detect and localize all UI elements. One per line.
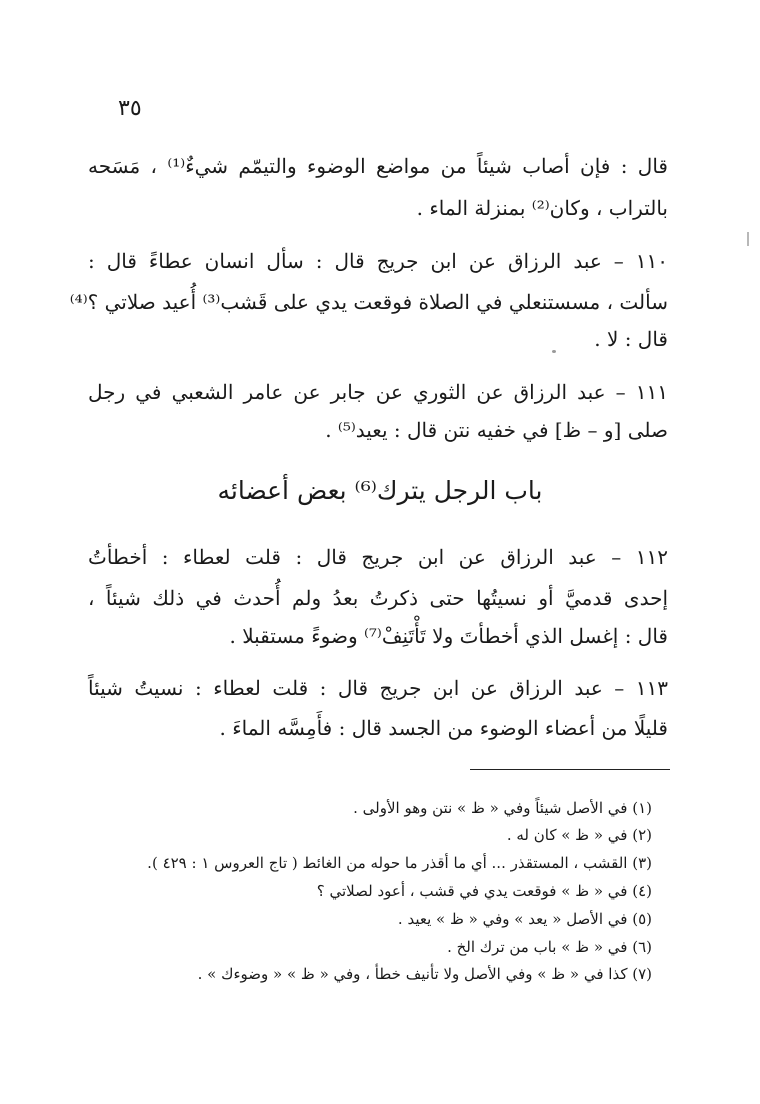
footnote-4: (٤) في « ظ » فوقعت يدي في قشب ، أعود لصلاتي ؟ — [316, 882, 652, 900]
footnote-7: (٧) كذا في « ظ » وفي الأصل ولا تأنيف خطأ ، وفي « ظ » « وضوءك » . — [197, 965, 652, 983]
hadith-111-line: ١١١ – عبد الرزاق عن الثوري عن جابر عن عامر الشعبي في رجل — [88, 380, 668, 404]
hadith-112-line: إحدى قدميَّ أو نسيتُها حتى ذكرتُ بعدُ ولم أُحدث في ذلك شيئاً ، — [88, 586, 668, 610]
footnote-1: (١) في الأصل شيئاً وفي « ظ » نتن وهو الأولى . — [353, 799, 652, 817]
hadith-110-line: ١١٠ – عبد الرزاق عن ابن جريج قال : سأل انسان عطاءً قال : — [88, 249, 668, 273]
hadith-110-line: سألت ، مسستنعلي في الصلاة فوقعت يدي على قَشب⁽³⁾ أُعيد صلاتي ؟⁽⁴⁾ — [69, 290, 668, 314]
footnote-6: (٦) في « ظ » باب من ترك الخ . — [447, 938, 652, 956]
text-line: قال : فإن أصاب شيئاً من مواضع الوضوء والتيمّم شيءٌ⁽¹⁾ ، مَسَحه — [88, 154, 668, 178]
chapter-heading: باب الرجل يترك⁽⁶⁾ بعض أعضائه — [217, 476, 543, 505]
scan-margin-mark — [747, 232, 749, 246]
footnote-5: (٥) في الأصل « يعد » وفي « ظ » يعيد . — [397, 910, 652, 928]
hadith-113-line: قليلًا من أعضاء الوضوء من الجسد قال : فأَمِسَّه الماءَ . — [219, 716, 668, 740]
footnote-2: (٢) في « ظ » كان له . — [506, 826, 652, 844]
hadith-113-line: ١١٣ – عبد الرزاق عن ابن جريج قال : قلت لعطاء : نسيتُ شيئاً — [88, 676, 668, 700]
hadith-112-line: قال : إغسل الذي أخطأتَ ولا تَأْتَنِفْ⁽⁷⁾ وضوءً مستقبلا . — [229, 624, 668, 648]
hadith-110-line: قال : لا . — [594, 327, 668, 351]
hadith-111-line: صلى [و – ظ] في خفيه نتن قال : يعيد⁽⁵⁾ . — [325, 418, 668, 442]
page-number: ٣٥ — [118, 96, 142, 121]
text-line: بالتراب ، وكان⁽²⁾ بمنزلة الماء . — [416, 196, 668, 220]
scan-speck — [552, 350, 556, 353]
hadith-112-line: ١١٢ – عبد الرزاق عن ابن جريج قال : قلت لعطاء : أخطأتُ — [88, 545, 668, 569]
footnote-3: (٣) القشب ، المستقذر ... أي ما أقذر ما حوله من الغائط ( تاج العروس ١ : ٤٢٩ ). — [147, 854, 652, 872]
footnote-divider — [470, 769, 670, 770]
